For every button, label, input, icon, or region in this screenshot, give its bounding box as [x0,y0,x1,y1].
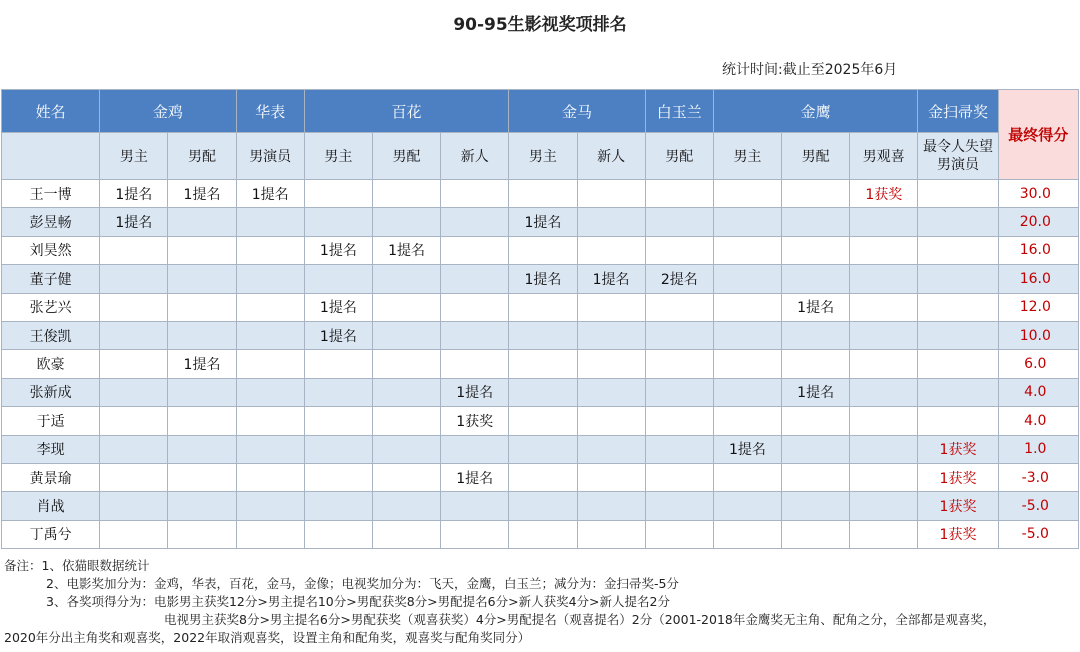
award-cell: 1提名 [441,378,509,406]
award-cell [509,463,577,491]
award-cell [782,492,850,520]
note-line: 2020年分出主角奖和观喜奖，2022年取消观喜奖，设置主角和配角奖，观喜奖与配角奖同分） [4,630,531,645]
award-cell [509,236,577,264]
header-sub: 男主 [100,133,168,180]
award-cell [168,293,236,321]
award-cell [372,520,440,548]
note-line: 备注：1、依猫眼数据统计 [4,558,150,573]
award-cell [304,492,372,520]
award-cell [100,520,168,548]
final-score: 1.0 [998,435,1078,463]
actor-name: 欧豪 [2,350,100,378]
note-line: 2、电影奖加分为：金鸡，华表，百花，金马，金像；电视奖加分为：飞天，金鹰，白玉兰；减分为：金扫帚奖-5分 [46,576,679,591]
header-group-jinying: 金鹰 [713,90,918,133]
award-cell [100,321,168,349]
award-cell [236,407,304,435]
award-cell [236,435,304,463]
award-cell [509,378,577,406]
award-cell: 1提名 [713,435,781,463]
award-cell [713,180,781,208]
actor-name: 李现 [2,435,100,463]
award-cell [850,265,918,293]
ranking-table [1,89,1079,549]
ranking-body [2,180,1079,549]
award-cell [441,180,509,208]
award-cell [168,265,236,293]
table-row [2,208,1079,236]
award-cell [782,180,850,208]
award-cell [850,378,918,406]
award-cell [100,378,168,406]
award-cell [100,463,168,491]
award-cell [577,407,645,435]
award-cell [441,350,509,378]
award-cell [782,435,850,463]
award-cell [372,265,440,293]
award-cell [782,265,850,293]
award-cell [782,407,850,435]
award-cell [100,265,168,293]
award-cell [713,378,781,406]
award-cell [850,520,918,548]
award-cell: 1获奖 [918,463,998,491]
award-cell: 1提名 [304,321,372,349]
award-cell [645,293,713,321]
award-cell [645,236,713,264]
header-sub: 最令人失望男演员 [918,133,998,180]
header-sub: 男配 [645,133,713,180]
award-cell [577,492,645,520]
award-cell [304,435,372,463]
award-cell [782,321,850,349]
award-cell [850,407,918,435]
award-cell [645,463,713,491]
award-cell [577,520,645,548]
award-cell [236,265,304,293]
header-name-blank [2,133,100,180]
award-cell [645,407,713,435]
award-cell [236,350,304,378]
award-cell [441,236,509,264]
table-row [2,520,1079,548]
table-row [2,350,1079,378]
award-cell: 1提名 [236,180,304,208]
award-cell [577,350,645,378]
header-sub: 男主 [713,133,781,180]
actor-name: 肖战 [2,492,100,520]
header-group-jinji: 金鸡 [100,90,236,133]
award-cell [918,180,998,208]
award-cell [509,492,577,520]
award-cell [850,435,918,463]
award-cell [372,208,440,236]
award-cell [304,208,372,236]
award-cell: 1提名 [782,293,850,321]
table-row [2,321,1079,349]
note-line: 电视男主获奖8分>男主提名6分>男配获奖（观喜获奖）4分>男配提名（观喜提名）2分（2001-2018年金鹰奖无主角、配角之分，全部都是观喜奖， [164,612,996,627]
award-cell: 1提名 [509,208,577,236]
award-cell [918,378,998,406]
award-cell [645,350,713,378]
award-cell [304,407,372,435]
award-cell [509,407,577,435]
award-cell [577,236,645,264]
award-cell [850,463,918,491]
award-cell [713,236,781,264]
final-score: -5.0 [998,520,1078,548]
final-score: 30.0 [998,180,1078,208]
award-cell [713,293,781,321]
award-cell [304,520,372,548]
table-row [2,236,1079,264]
final-score: 4.0 [998,378,1078,406]
final-score: 12.0 [998,293,1078,321]
award-cell [577,463,645,491]
award-cell [168,236,236,264]
award-cell [713,463,781,491]
header-group-baiyulan: 白玉兰 [645,90,713,133]
award-cell [577,208,645,236]
actor-name: 彭昱畅 [2,208,100,236]
award-cell: 1获奖 [850,180,918,208]
header-row-sub [2,133,1079,180]
award-cell [782,350,850,378]
award-cell [782,236,850,264]
table-row [2,407,1079,435]
table-row [2,492,1079,520]
final-score: -5.0 [998,492,1078,520]
award-cell: 1获奖 [918,520,998,548]
final-score: 16.0 [998,236,1078,264]
award-cell: 1获奖 [441,407,509,435]
header-final-score: 最终得分 [998,90,1078,180]
award-cell [850,321,918,349]
award-cell [850,236,918,264]
table-row [2,293,1079,321]
award-cell [645,520,713,548]
award-cell [577,435,645,463]
actor-name: 王俊凯 [2,321,100,349]
award-cell: 1提名 [509,265,577,293]
award-cell [100,492,168,520]
award-cell [372,180,440,208]
table-row [2,378,1079,406]
notes [4,557,1076,647]
header-sub: 男主 [304,133,372,180]
award-cell: 1提名 [168,180,236,208]
award-cell [509,321,577,349]
award-cell: 1提名 [782,378,850,406]
award-cell [168,463,236,491]
note-line: 3、各奖项得分为：电影男主获奖12分>男主提名10分>男配获奖8分>男配提名6分>新人获奖4分>新人提名2分 [46,594,670,609]
award-cell [441,435,509,463]
page-title: 90-95生影视奖项排名 [453,15,627,35]
award-cell [304,350,372,378]
award-cell [509,180,577,208]
award-cell [850,350,918,378]
final-score: -3.0 [998,463,1078,491]
award-cell [645,180,713,208]
award-cell [372,378,440,406]
award-cell [168,520,236,548]
actor-name: 刘昊然 [2,236,100,264]
award-cell [441,520,509,548]
award-cell [100,236,168,264]
final-score: 4.0 [998,407,1078,435]
header-sub: 男主 [509,133,577,180]
award-cell [441,265,509,293]
header-group-jinsaozhou: 金扫帚奖 [918,90,998,133]
award-cell [577,180,645,208]
award-cell [918,407,998,435]
actor-name: 黄景瑜 [2,463,100,491]
actor-name: 董子健 [2,265,100,293]
header-sub: 新人 [441,133,509,180]
header-group-huabiao: 华表 [236,90,304,133]
award-cell [168,208,236,236]
award-cell [372,407,440,435]
award-cell [100,407,168,435]
award-cell [372,435,440,463]
award-cell [782,520,850,548]
table-row [2,463,1079,491]
award-cell [168,378,236,406]
award-cell: 1提名 [304,236,372,264]
award-cell [713,407,781,435]
award-cell [713,265,781,293]
award-cell [577,378,645,406]
award-cell [304,463,372,491]
award-cell [918,293,998,321]
award-cell [645,435,713,463]
award-cell [918,236,998,264]
final-score: 10.0 [998,321,1078,349]
award-cell: 2提名 [645,265,713,293]
award-cell [168,435,236,463]
award-cell: 1提名 [372,236,440,264]
header-sub: 男演员 [236,133,304,180]
award-cell [509,293,577,321]
award-cell [577,321,645,349]
award-cell [236,321,304,349]
award-cell [645,378,713,406]
award-cell [441,208,509,236]
final-score: 6.0 [998,350,1078,378]
award-cell [441,293,509,321]
final-score: 16.0 [998,265,1078,293]
award-cell [441,492,509,520]
award-cell: 1获奖 [918,492,998,520]
award-cell [236,208,304,236]
award-cell [918,350,998,378]
award-cell [918,208,998,236]
award-cell [918,321,998,349]
award-cell [372,321,440,349]
award-cell [304,378,372,406]
award-cell [645,492,713,520]
award-cell: 1提名 [100,208,168,236]
award-cell [645,321,713,349]
award-cell [100,293,168,321]
award-cell [577,293,645,321]
award-cell: 1获奖 [918,435,998,463]
award-cell [236,463,304,491]
header-sub: 男配 [372,133,440,180]
award-cell [850,208,918,236]
award-cell [372,492,440,520]
award-cell [236,492,304,520]
actor-name: 张艺兴 [2,293,100,321]
award-cell [236,236,304,264]
award-cell [304,180,372,208]
award-cell [236,520,304,548]
header-name: 姓名 [2,90,100,133]
award-cell [850,293,918,321]
award-cell [782,463,850,491]
award-cell [645,208,713,236]
final-score: 20.0 [998,208,1078,236]
award-cell [713,208,781,236]
award-cell: 1提名 [441,463,509,491]
award-cell [372,350,440,378]
header-sub: 男配 [168,133,236,180]
award-cell [713,350,781,378]
award-cell [100,435,168,463]
award-cell [168,492,236,520]
award-cell [372,293,440,321]
award-cell [713,321,781,349]
header-sub: 男配 [782,133,850,180]
table-row [2,435,1079,463]
actor-name: 王一博 [2,180,100,208]
award-cell [441,321,509,349]
award-cell [236,293,304,321]
award-cell [713,492,781,520]
award-cell [782,208,850,236]
table-row [2,265,1079,293]
header-group-baihua: 百花 [304,90,509,133]
award-cell [850,492,918,520]
header-row-groups [2,90,1079,133]
award-cell [509,350,577,378]
award-cell [304,265,372,293]
actor-name: 张新成 [2,378,100,406]
award-cell: 1提名 [304,293,372,321]
header-group-jinma: 金马 [509,90,645,133]
award-cell: 1提名 [577,265,645,293]
actor-name: 丁禹兮 [2,520,100,548]
award-cell [168,407,236,435]
award-cell [372,463,440,491]
award-cell [168,321,236,349]
award-cell [100,350,168,378]
table-row [2,180,1079,208]
header-sub: 男观喜 [850,133,918,180]
award-cell [509,520,577,548]
actor-name: 于适 [2,407,100,435]
award-cell [236,378,304,406]
award-cell [713,520,781,548]
award-cell [509,435,577,463]
award-cell [918,265,998,293]
award-cell: 1提名 [168,350,236,378]
award-cell: 1提名 [100,180,168,208]
stat-time: 统计时间:截止至2025年6月 [722,62,898,78]
header-sub: 新人 [577,133,645,180]
